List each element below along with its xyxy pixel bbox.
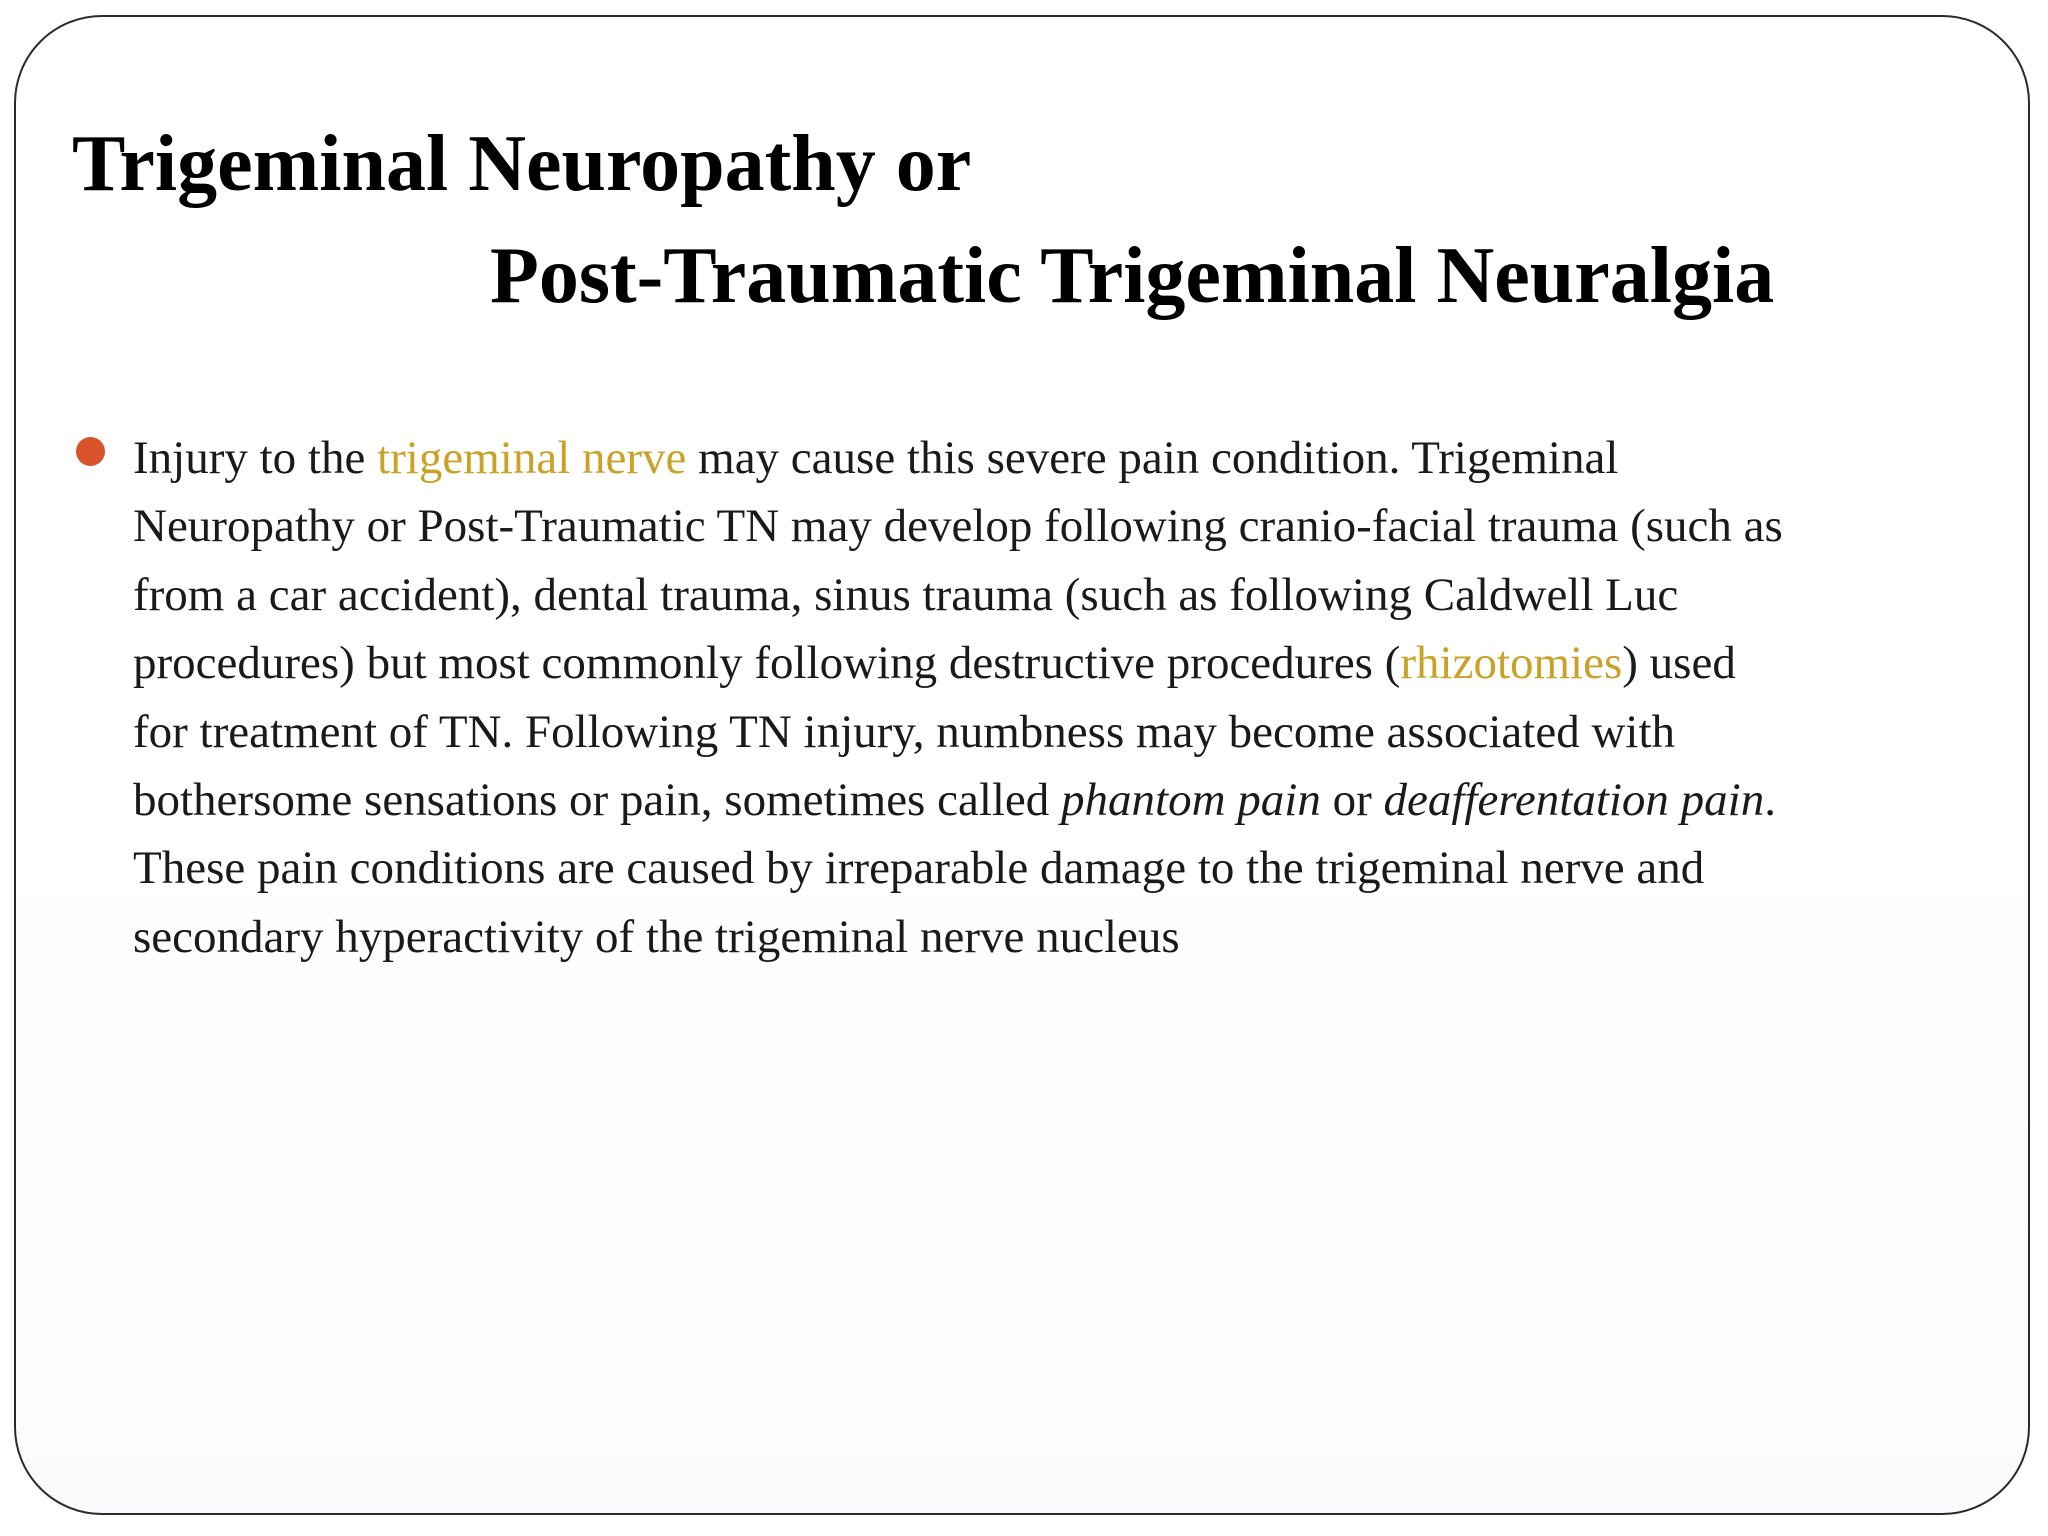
text-run: ) used — [1622, 637, 1736, 690]
text-run: bothersome sensations or pain, sometimes called — [133, 774, 1062, 827]
title-line-1: Trigeminal Neuropathy or — [72, 120, 972, 208]
paragraph-line-5: for treatment of TN. Following TN injury, numbness may become associated with — [133, 705, 1676, 758]
text-run: or — [1320, 774, 1384, 827]
paragraph-line-8: secondary hyperactivity of the trigeminal nerve nucleus — [133, 910, 1180, 963]
paragraph-line-1 — [133, 424, 1933, 492]
paragraph-line-2: Neuropathy or Post-Traumatic TN may develop following cranio-facial trauma (such as — [133, 500, 1783, 553]
paragraph-line-6 — [133, 766, 1933, 834]
rhizotomies-link[interactable]: rhizotomies — [1400, 637, 1623, 690]
filled-circle-bullet-icon — [76, 437, 105, 466]
text-run: Injury to the — [133, 432, 378, 484]
text-run: procedures) but most commonly following destructive procedures ( — [133, 637, 1401, 690]
title-line-2: Post-Traumatic Trigeminal Neuralgia — [490, 232, 1775, 320]
deafferentation-pain-term: deafferentation pain — [1383, 774, 1765, 827]
paragraph-line-4 — [133, 629, 1933, 697]
trigeminal-nerve-link[interactable]: trigeminal nerve — [377, 432, 687, 484]
phantom-pain-term: phantom pain — [1061, 774, 1321, 827]
text-run: . — [1764, 774, 1776, 827]
paragraph-line-7: These pain conditions are caused by irreparable damage to the trigeminal nerve and — [133, 842, 1705, 895]
text-run: may cause this severe pain condition. Trigeminal — [686, 432, 1619, 484]
slide-title — [72, 108, 1972, 332]
bullet-paragraph — [133, 424, 1933, 971]
paragraph-line-3: from a car accident), dental trauma, sinus trauma (such as following Caldwell Luc — [133, 568, 1679, 621]
